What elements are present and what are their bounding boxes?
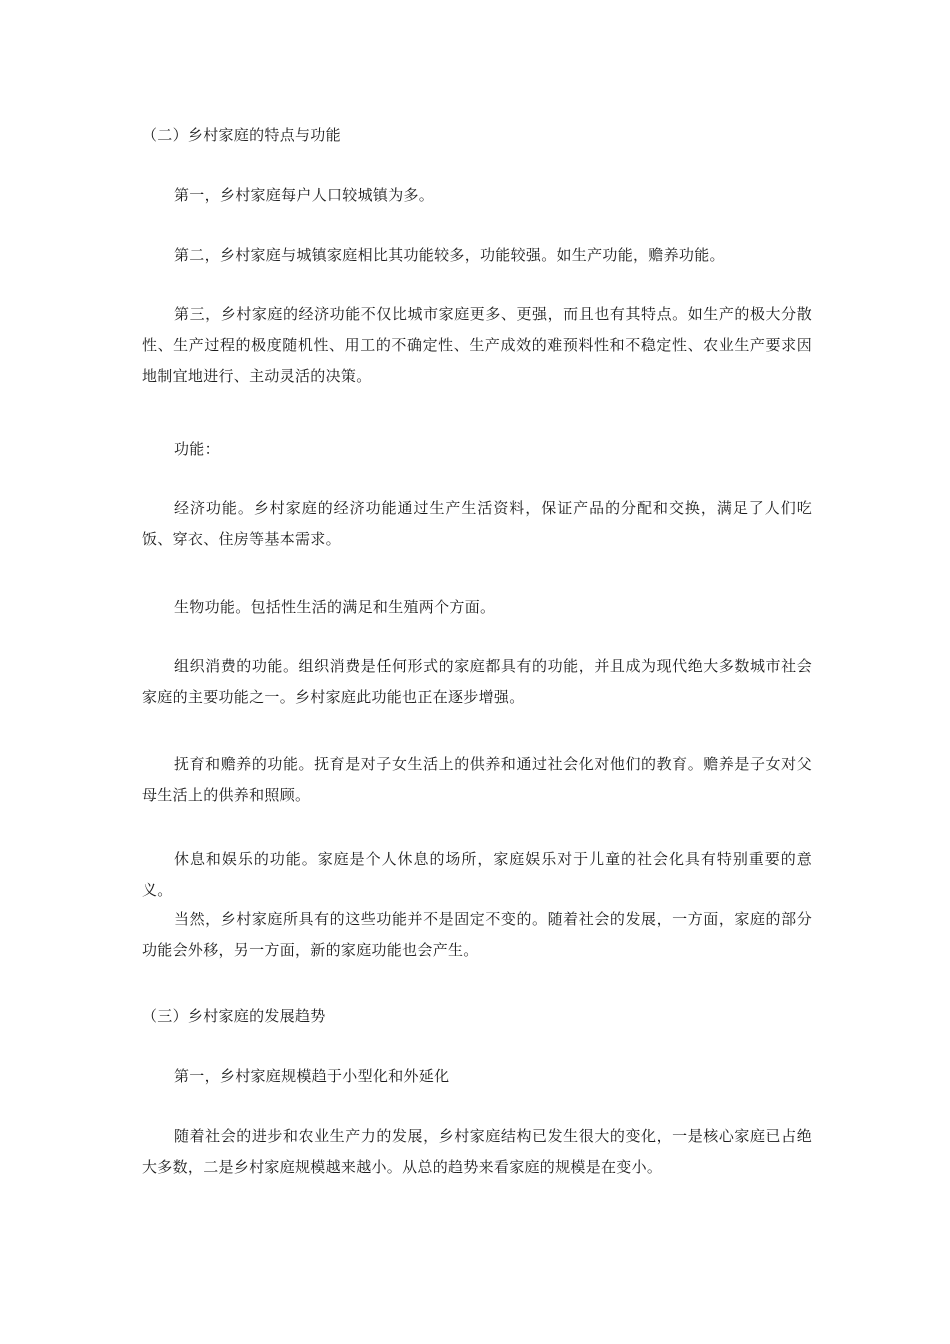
section-heading-3: （三）乡村家庭的发展趋势	[142, 1007, 326, 1025]
paragraph-trend-1-title: 第一，乡村家庭规模趋于小型化和外延化	[174, 1067, 450, 1085]
paragraph-function-consumption: 组织消费的功能。组织消费是任何形式的家庭都具有的功能，并且成为现代绝大多数城市社会家庭的主要功能之一。乡村家庭此功能也正在逐步增强。	[142, 657, 812, 706]
paragraph-trend-1-body: 随着社会的进步和农业生产力的发展，乡村家庭结构已发生很大的变化，一是核心家庭已占绝大多数，二是乡村家庭规模越来越小。从总的趋势来看家庭的规模是在变小。	[142, 1127, 812, 1176]
paragraph-feature-3: 第三，乡村家庭的经济功能不仅比城市家庭更多、更强，而且也有其特点。如生产的极大分散性、生产过程的极度随机性、用工的不确定性、生产成效的难预料性和不稳定性、农业生产要求因地制宜地进行、主动灵活的决策。	[142, 305, 812, 385]
paragraph-function-leisure: 休息和娱乐的功能。家庭是个人休息的场所，家庭娱乐对于儿童的社会化具有特别重要的意义。	[142, 850, 812, 899]
paragraph-function-economic: 经济功能。乡村家庭的经济功能通过生产生活资料，保证产品的分配和交换，满足了人们吃饭、穿衣、住房等基本需求。	[142, 499, 812, 548]
section-heading-2: （二）乡村家庭的特点与功能	[142, 126, 341, 144]
functions-label: 功能：	[174, 440, 220, 458]
paragraph-function-biological: 生物功能。包括性生活的满足和生殖两个方面。	[174, 598, 496, 616]
paragraph-functions-conclusion: 当然，乡村家庭所具有的这些功能并不是固定不变的。随着社会的发展，一方面，家庭的部分功能会外移，另一方面，新的家庭功能也会产生。	[142, 910, 812, 959]
paragraph-function-nurture: 抚育和赡养的功能。抚育是对子女生活上的供养和通过社会化对他们的教育。赡养是子女对父母生活上的供养和照顾。	[142, 755, 812, 804]
paragraph-feature-2: 第二，乡村家庭与城镇家庭相比其功能较多，功能较强。如生产功能，赡养功能。	[174, 246, 725, 264]
paragraph-feature-1: 第一，乡村家庭每户人口较城镇为多。	[174, 186, 435, 204]
